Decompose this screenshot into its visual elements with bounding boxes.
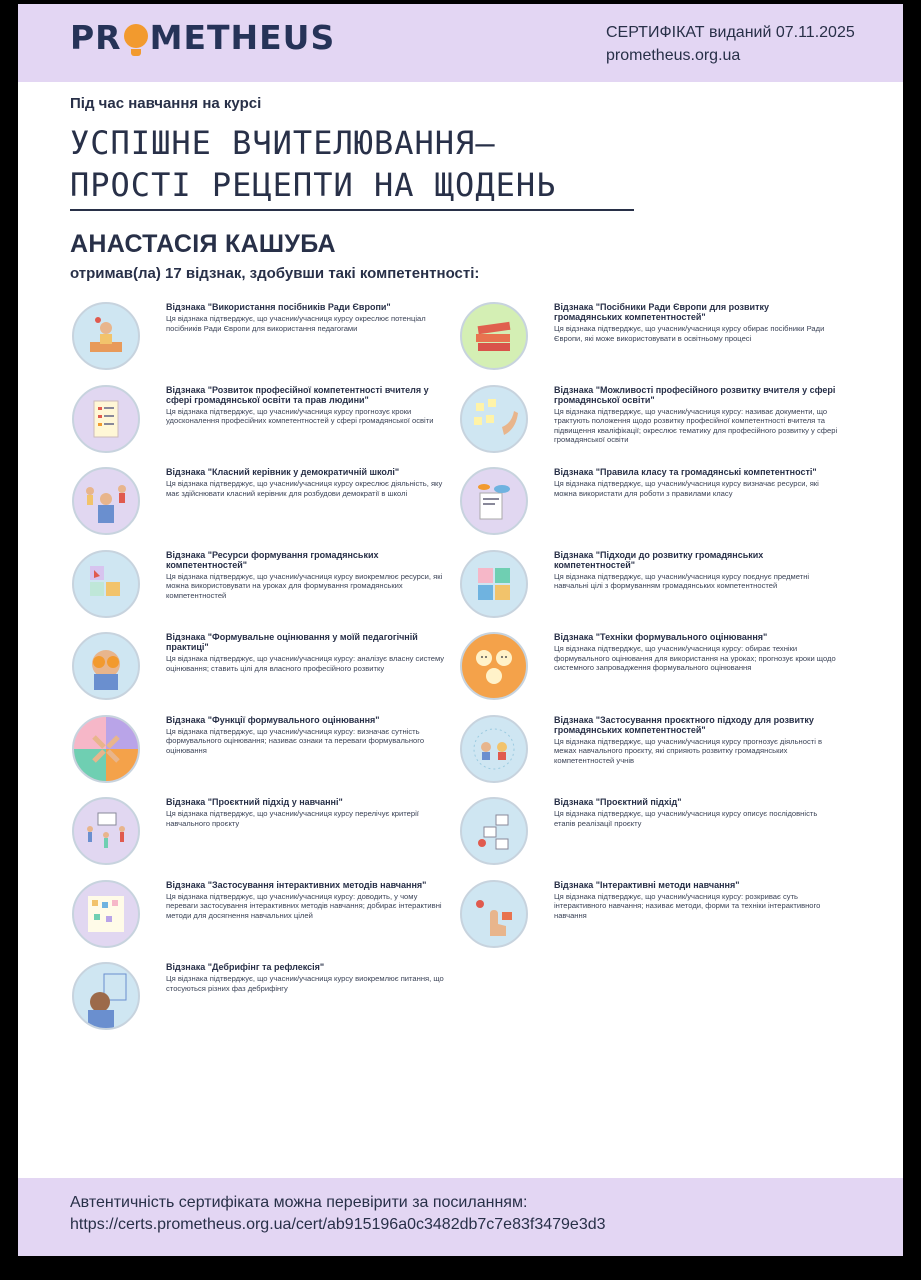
badge-item (460, 797, 832, 877)
title-underline (70, 209, 634, 211)
badge-item (72, 385, 444, 465)
badge-title: Відзнака "Застосування інтерактивних методів навчання" (166, 879, 427, 890)
badge-description: Ця відзнака підтверджує, що учасник/учасниця курсу прогнозує кроки удосконалення професійних компетентностей у сфері громадянської освіти (166, 406, 434, 425)
badge-title: Відзнака "Проєктний підхід" (554, 797, 682, 807)
badge-description: Ця відзнака підтверджує, що учасник/учасниця курсу виокремлює ресурси, які можна використовувати на уроках для формування громадянських компетентностей (166, 571, 443, 600)
footer-band (18, 1178, 903, 1256)
teacher-desk-icon (72, 302, 140, 370)
site-address: prometheus.org.ua (606, 47, 741, 64)
badge-title: Відзнака "Дебрифінг та рефлексія" (166, 962, 325, 972)
touch-hand-icon (460, 880, 528, 948)
badge-description: Ця відзнака підтверджує, що учасник/учасниця курсу виокремлює питання, що стосуються різних фаз дебрифінгу (166, 974, 444, 993)
course-title (70, 122, 670, 206)
course-intro: Під час навчання на курсі (70, 95, 262, 112)
verification-text: Автентичність сертифіката можна перевірити за посиланням: (70, 1194, 528, 1211)
badge-title: Відзнака "Підходи до розвитку громадянських компетентностей" (554, 549, 764, 570)
badge-item (460, 880, 832, 960)
verification-block (70, 1192, 606, 1236)
badge-title: Відзнака "Техніки формувального оцінювання" (554, 632, 768, 642)
badge-description: Ця відзнака підтверджує, що учасник/учасниця курсу окреслює потенціал посібників Ради Європи для використання педагогами (166, 314, 426, 333)
project-people-icon (460, 715, 528, 783)
lightbulb-icon (123, 18, 149, 58)
mirror-reflection-icon (72, 962, 140, 1030)
class-leader-icon (72, 467, 140, 535)
badge-item (460, 550, 832, 630)
student-name: АНАСТАСІЯ КАШУБА (70, 230, 336, 258)
project-stages-icon (460, 797, 528, 865)
badge-title: Відзнака "Розвиток професійної компетентності вчителя у сфері громадянської освіти та прав людини" (166, 384, 429, 405)
badge-item (72, 797, 444, 877)
header-band (18, 4, 903, 82)
badge-item (72, 880, 444, 960)
hand-notes-icon (460, 385, 528, 453)
certificate-meta (606, 21, 896, 67)
badge-title: Відзнака "Застосування проєктного підходу для розвитку громадянських компетентностей" (554, 714, 814, 735)
badge-description: Ця відзнака підтверджує, що учасник/учасниця курсу: аналізує власну систему оцінювання; ставить цілі для власного професійного розвитку (166, 654, 445, 673)
badge-description: Ця відзнака підтверджує, що учасник/учасниця курсу: визначає сутність формувального оцінювання; називає ознаки та переваги формувального оцінювання (166, 726, 425, 755)
puzzle-icon (72, 550, 140, 618)
course-title-line-2: ПРОСТІ РЕЦЕПТИ НА ЩОДЕНЬ (70, 166, 557, 204)
badge-description: Ця відзнака підтверджує, що учасник/учасниця курсу: обирає техніки формувального оцінювання для використання на уроках; прогнозує кроки щодо системного запровадження формувального оцінювання (554, 644, 836, 672)
badge-item (460, 467, 832, 547)
badge-description: Ця відзнака підтверджує, що учасник/учасниця курсу визначає ресурси, які можна використати для роботи з правилами класу (554, 479, 819, 498)
badge-item (72, 715, 444, 795)
badge-description: Ця відзнака підтверджує, що учасник/учасниця курсу обирає посібники Ради Європи, які може використовувати в освітньому процесі (554, 324, 825, 343)
badges-summary: отримав(ла) 17 відзнак, здобувши такі компетентності: (70, 265, 480, 282)
badge-item (460, 384, 838, 465)
badge-item (72, 550, 444, 630)
badge-item (460, 302, 832, 382)
smileys-icon (460, 632, 528, 700)
badge-title: Відзнака "Правила класу та громадянські компетентності" (554, 467, 817, 477)
badge-title: Відзнака "Використання посібників Ради Європи" (166, 302, 391, 312)
binoculars-icon (72, 632, 140, 700)
badge-title: Відзнака "Можливості професійного розвитку вчителя у сфері громадянської освіти" (554, 384, 836, 405)
badge-title: Відзнака "Ресурси формування громадянських компетентностей" (166, 549, 379, 570)
badge-item (72, 962, 444, 1042)
interactive-board-icon (72, 880, 140, 948)
badge-description: Ця відзнака підтверджує, що учасник/учасниця курсу: розкриває суть інтерактивного навчання; називає методи, форми та техніки інтерактивного навчання (554, 891, 821, 920)
hands-quadrants-icon (72, 715, 140, 783)
badge-item (72, 302, 444, 382)
badge-title: Відзнака "Класний керівник у демократичній школі" (166, 467, 400, 477)
badge-title: Відзнака "Функції формувального оцінювання" (166, 714, 380, 725)
badge-description: Ця відзнака підтверджує, що учасник/учасниця курсу поєднує предметні навчальні цілі з формуванням громадянських компетентностей (554, 571, 810, 590)
team-board-icon (72, 797, 140, 865)
badge-description: Ця відзнака підтверджує, що учасник/учасниця курсу: називає документи, що трактують положення щодо розвитку професійної компетентності вчителя та підвищення кваліфікації; окреслює тематику для професійного розвитку у сфері громадянської освіти (554, 406, 838, 444)
books-icon (460, 302, 528, 370)
quadrants-icon (460, 550, 528, 618)
verification-url[interactable]: https://certs.prometheus.org.ua/cert/ab915196a0c3482db7c7e83f3479e3d3 (70, 1216, 606, 1233)
checklist-icon (72, 385, 140, 453)
badge-description: Ця відзнака підтверджує, що учасник/учасниця курсу прогнозує діяльності в межах навчального проєкту, які сприяють розвитку громадянських компетентностей учнів (554, 736, 823, 765)
badge-description: Ця відзнака підтверджує, що учасник/учасниця курсу описує послідовність етапів реалізації проєкту (554, 809, 818, 828)
badge-description: Ця відзнака підтверджує, що учасник/учасниця курсу перелічує критерії навчального проєкту (166, 809, 419, 828)
prometheus-logo: PR METHEUS (70, 18, 336, 57)
badge-item (72, 632, 444, 712)
certificate-sheet (18, 4, 903, 1256)
class-rules-icon (460, 467, 528, 535)
badge-item (460, 715, 832, 795)
course-title-line-1: УСПІШНЕ ВЧИТЕЛЮВАННЯ— (70, 124, 496, 162)
badge-title: Відзнака "Проєктний підхід у навчанні" (166, 797, 343, 807)
badge-title: Відзнака "Посібники Ради Європи для розвитку громадянських компетентностей" (554, 302, 769, 322)
badge-item (72, 467, 444, 547)
badge-title: Відзнака "Формувальне оцінювання у моїй педагогічній практиці" (166, 632, 418, 652)
badge-description: Ця відзнака підтверджує, що учасник/учасниця курсу: доводить, у чому переваги застосування інтерактивних методів навчання; добирає інтерактивні методи для досягнення навчальних цілей (166, 891, 442, 920)
badge-item (460, 632, 836, 712)
badge-description: Ця відзнака підтверджує, що учасник/учасниця курсу окреслює діяльність, яку має здійснювати класний керівник для розбудови демократії в школі (166, 479, 443, 498)
badge-title: Відзнака "Інтерактивні методи навчання" (554, 879, 740, 890)
certificate-issue-date: СЕРТИФІКАТ виданий 07.11.2025 (606, 24, 855, 41)
